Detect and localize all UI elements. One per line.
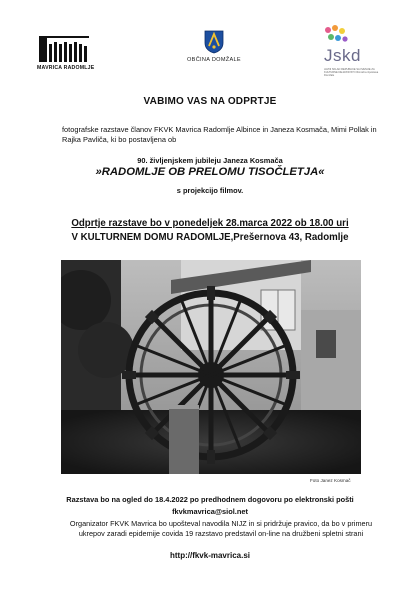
mavrica-logo-mark	[39, 36, 89, 64]
mavrica-logo-caption: MAVRICA RADOMLJE	[37, 65, 95, 71]
film-projection-line: s projekcijo filmov.	[176, 186, 244, 195]
photo-credit: Foto Janez Kosmač	[310, 478, 351, 483]
obcina-domzale-logo	[186, 30, 242, 70]
domzale-coat-of-arms-icon	[204, 30, 224, 54]
exhibition-title: »RADOMLJE OB PRELOMU TISOČLETJA«	[95, 166, 325, 178]
opening-date-line: Odprtje razstave bo v ponedeljek 28.marca 2022 ob 18.00 uri	[71, 218, 349, 229]
viewing-info: Razstava bo na ogled do 18.4.2022 po predhodnem dogovoru po elektronski pošti	[66, 495, 354, 504]
jskd-logo-subtitle: JAVNI SKLAD REPUBLIKE SLOVENIJE ZA KULTURNE DEJAVNOSTI Območna izpostava Domžale	[324, 68, 379, 78]
water-wheel-photo	[61, 260, 361, 474]
jskd-wordmark: Jskd	[324, 46, 361, 65]
organizer-notice: Organizator FKVK Mavrica bo upošteval navodila NIJZ in si pridržuje pravico, da bo v primeru ukrepov zaradi epidemije covida 19 razstavo predstavil on-line na družbeni spletni strani	[69, 519, 373, 539]
mavrica-radomlje-logo	[37, 36, 93, 74]
intro-paragraph: fotografske razstave članov FKVK Mavrica Radomlje Albince in Janeza Kosmača, Mimi Pollak in Rajka Pavliča, ki bo postavljena ob	[62, 125, 377, 145]
invitation-title: VABIMO VAS NA ODPRTJE	[143, 96, 277, 107]
venue-line: V KULTURNEM DOMU RADOMLJE,Prešernova 43, Radomlje	[71, 232, 349, 243]
jubilee-line: 90. življenjskem jubileju Janeza Kosmača	[137, 156, 283, 165]
jskd-logo	[322, 24, 382, 94]
jskd-dots-icon	[322, 24, 352, 46]
website-link[interactable]: http://fkvk-mavrica.si	[169, 551, 251, 560]
contact-email[interactable]: fkvkmavrica@siol.net	[172, 507, 248, 516]
domzale-logo-caption: OBČINA DOMŽALE	[187, 57, 241, 63]
